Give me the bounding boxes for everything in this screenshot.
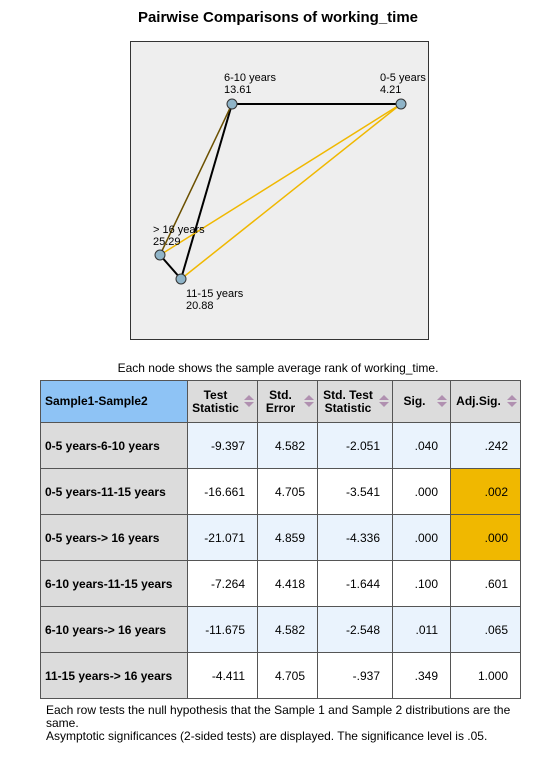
cell-test-statistic: -4.411 — [188, 653, 258, 699]
header-sig[interactable] — [393, 381, 451, 423]
cell-std-error: 4.859 — [258, 515, 318, 561]
row-pair-label: 0-5 years-> 16 years — [41, 515, 188, 561]
cell-std-error: 4.582 — [258, 607, 318, 653]
header-test-statistic-line1: Test — [203, 387, 228, 402]
cell-test-statistic: -7.264 — [188, 561, 258, 607]
cell-std-test-statistic: -3.541 — [318, 469, 393, 515]
header-test-statistic[interactable] — [188, 381, 258, 423]
cell-test-statistic: -16.661 — [188, 469, 258, 515]
row-pair-label: 11-15 years-> 16 years — [41, 653, 188, 699]
edge-0-5-to-11-15 — [181, 104, 401, 279]
cell-adj-sig: .065 — [451, 607, 521, 653]
cell-adj-sig: .242 — [451, 423, 521, 469]
node-0-5[interactable] — [396, 99, 406, 109]
node-16[interactable] — [155, 250, 165, 260]
table-row — [41, 515, 521, 561]
node-0-5-rank: 4.21 — [380, 84, 402, 96]
header-std-error-line1: Std. — [269, 387, 292, 402]
sort-icon[interactable] — [244, 395, 254, 409]
diagram-caption: Each node shows the sample average rank of working_time. — [117, 361, 439, 375]
row-pair-label: 0-5 years-6-10 years — [41, 423, 188, 469]
sort-icon[interactable] — [379, 395, 389, 409]
table-row — [41, 469, 521, 515]
table-row — [41, 561, 521, 607]
table-row — [41, 653, 521, 699]
cell-std-error: 4.582 — [258, 423, 318, 469]
table-row — [41, 423, 521, 469]
cell-adj-sig-significant: .002 — [451, 469, 521, 515]
node-11-15-rank: 20.88 — [186, 300, 214, 312]
node-11-15[interactable] — [176, 274, 186, 284]
cell-sig: .000 — [393, 515, 451, 561]
node-16-rank: 25.29 — [153, 236, 181, 248]
pairwise-comparison-table — [40, 380, 521, 699]
cell-std-test-statistic: -1.644 — [318, 561, 393, 607]
cell-std-error: 4.418 — [258, 561, 318, 607]
header-adj-sig[interactable] — [451, 381, 521, 423]
node-6-10-label: 6-10 years — [224, 72, 276, 84]
cell-sig: .011 — [393, 607, 451, 653]
row-pair-label: 6-10 years-11-15 years — [41, 561, 188, 607]
header-std-test-line1: Std. Test — [323, 387, 373, 402]
cell-adj-sig: 1.000 — [451, 653, 521, 699]
cell-std-test-statistic: -.937 — [318, 653, 393, 699]
sort-icon[interactable] — [437, 395, 447, 409]
cell-std-test-statistic: -4.336 — [318, 515, 393, 561]
edge-6-10-to-11-15 — [181, 104, 232, 279]
row-pair-label: 0-5 years-11-15 years — [41, 469, 188, 515]
node-6-10[interactable] — [227, 99, 237, 109]
cell-std-error: 4.705 — [258, 469, 318, 515]
chart-title: Pairwise Comparisons of working_time — [137, 9, 419, 26]
table-row — [41, 607, 521, 653]
row-pair-label: 6-10 years-> 16 years — [41, 607, 188, 653]
footnote-line-2: Asymptotic significances (2-sided tests) are displayed. The significance level is .05. — [46, 729, 488, 743]
header-test-statistic-line2: Statistic — [192, 400, 239, 415]
cell-sig: .349 — [393, 653, 451, 699]
cell-std-test-statistic: -2.051 — [318, 423, 393, 469]
network-diagram — [130, 41, 429, 340]
footnote — [46, 704, 516, 743]
header-std-test-line2: Statistic — [324, 400, 372, 415]
header-std-test-statistic[interactable] — [318, 381, 393, 423]
node-6-10-rank: 13.61 — [224, 84, 252, 96]
cell-sig: .040 — [393, 423, 451, 469]
sort-icon[interactable] — [507, 395, 517, 409]
network-diagram-canvas — [131, 42, 430, 341]
cell-sig: .000 — [393, 469, 451, 515]
sort-icon[interactable] — [304, 395, 314, 409]
cell-test-statistic: -11.675 — [188, 607, 258, 653]
node-0-5-label: 0-5 years — [380, 72, 426, 84]
node-16-label: > 16 years — [153, 224, 205, 236]
table-header-row — [41, 381, 521, 423]
header-sig-label: Sig. — [403, 394, 426, 408]
header-std-error[interactable] — [258, 381, 318, 423]
cell-test-statistic: -21.071 — [188, 515, 258, 561]
node-11-15-label: 11-15 years — [186, 288, 244, 300]
header-sample-pair-label: Sample1-Sample2 — [45, 394, 148, 408]
cell-adj-sig: .601 — [451, 561, 521, 607]
footnote-line-1: Each row tests the null hypothesis that the Sample 1 and Sample 2 distributions are the same. — [46, 703, 511, 730]
header-adj-sig-label: Adj.Sig. — [456, 394, 501, 408]
header-std-error-line2: Error — [265, 400, 296, 415]
cell-std-test-statistic: -2.548 — [318, 607, 393, 653]
cell-test-statistic: -9.397 — [188, 423, 258, 469]
cell-adj-sig-significant: .000 — [451, 515, 521, 561]
header-sample-pair[interactable] — [41, 381, 188, 423]
cell-std-error: 4.705 — [258, 653, 318, 699]
cell-sig: .100 — [393, 561, 451, 607]
